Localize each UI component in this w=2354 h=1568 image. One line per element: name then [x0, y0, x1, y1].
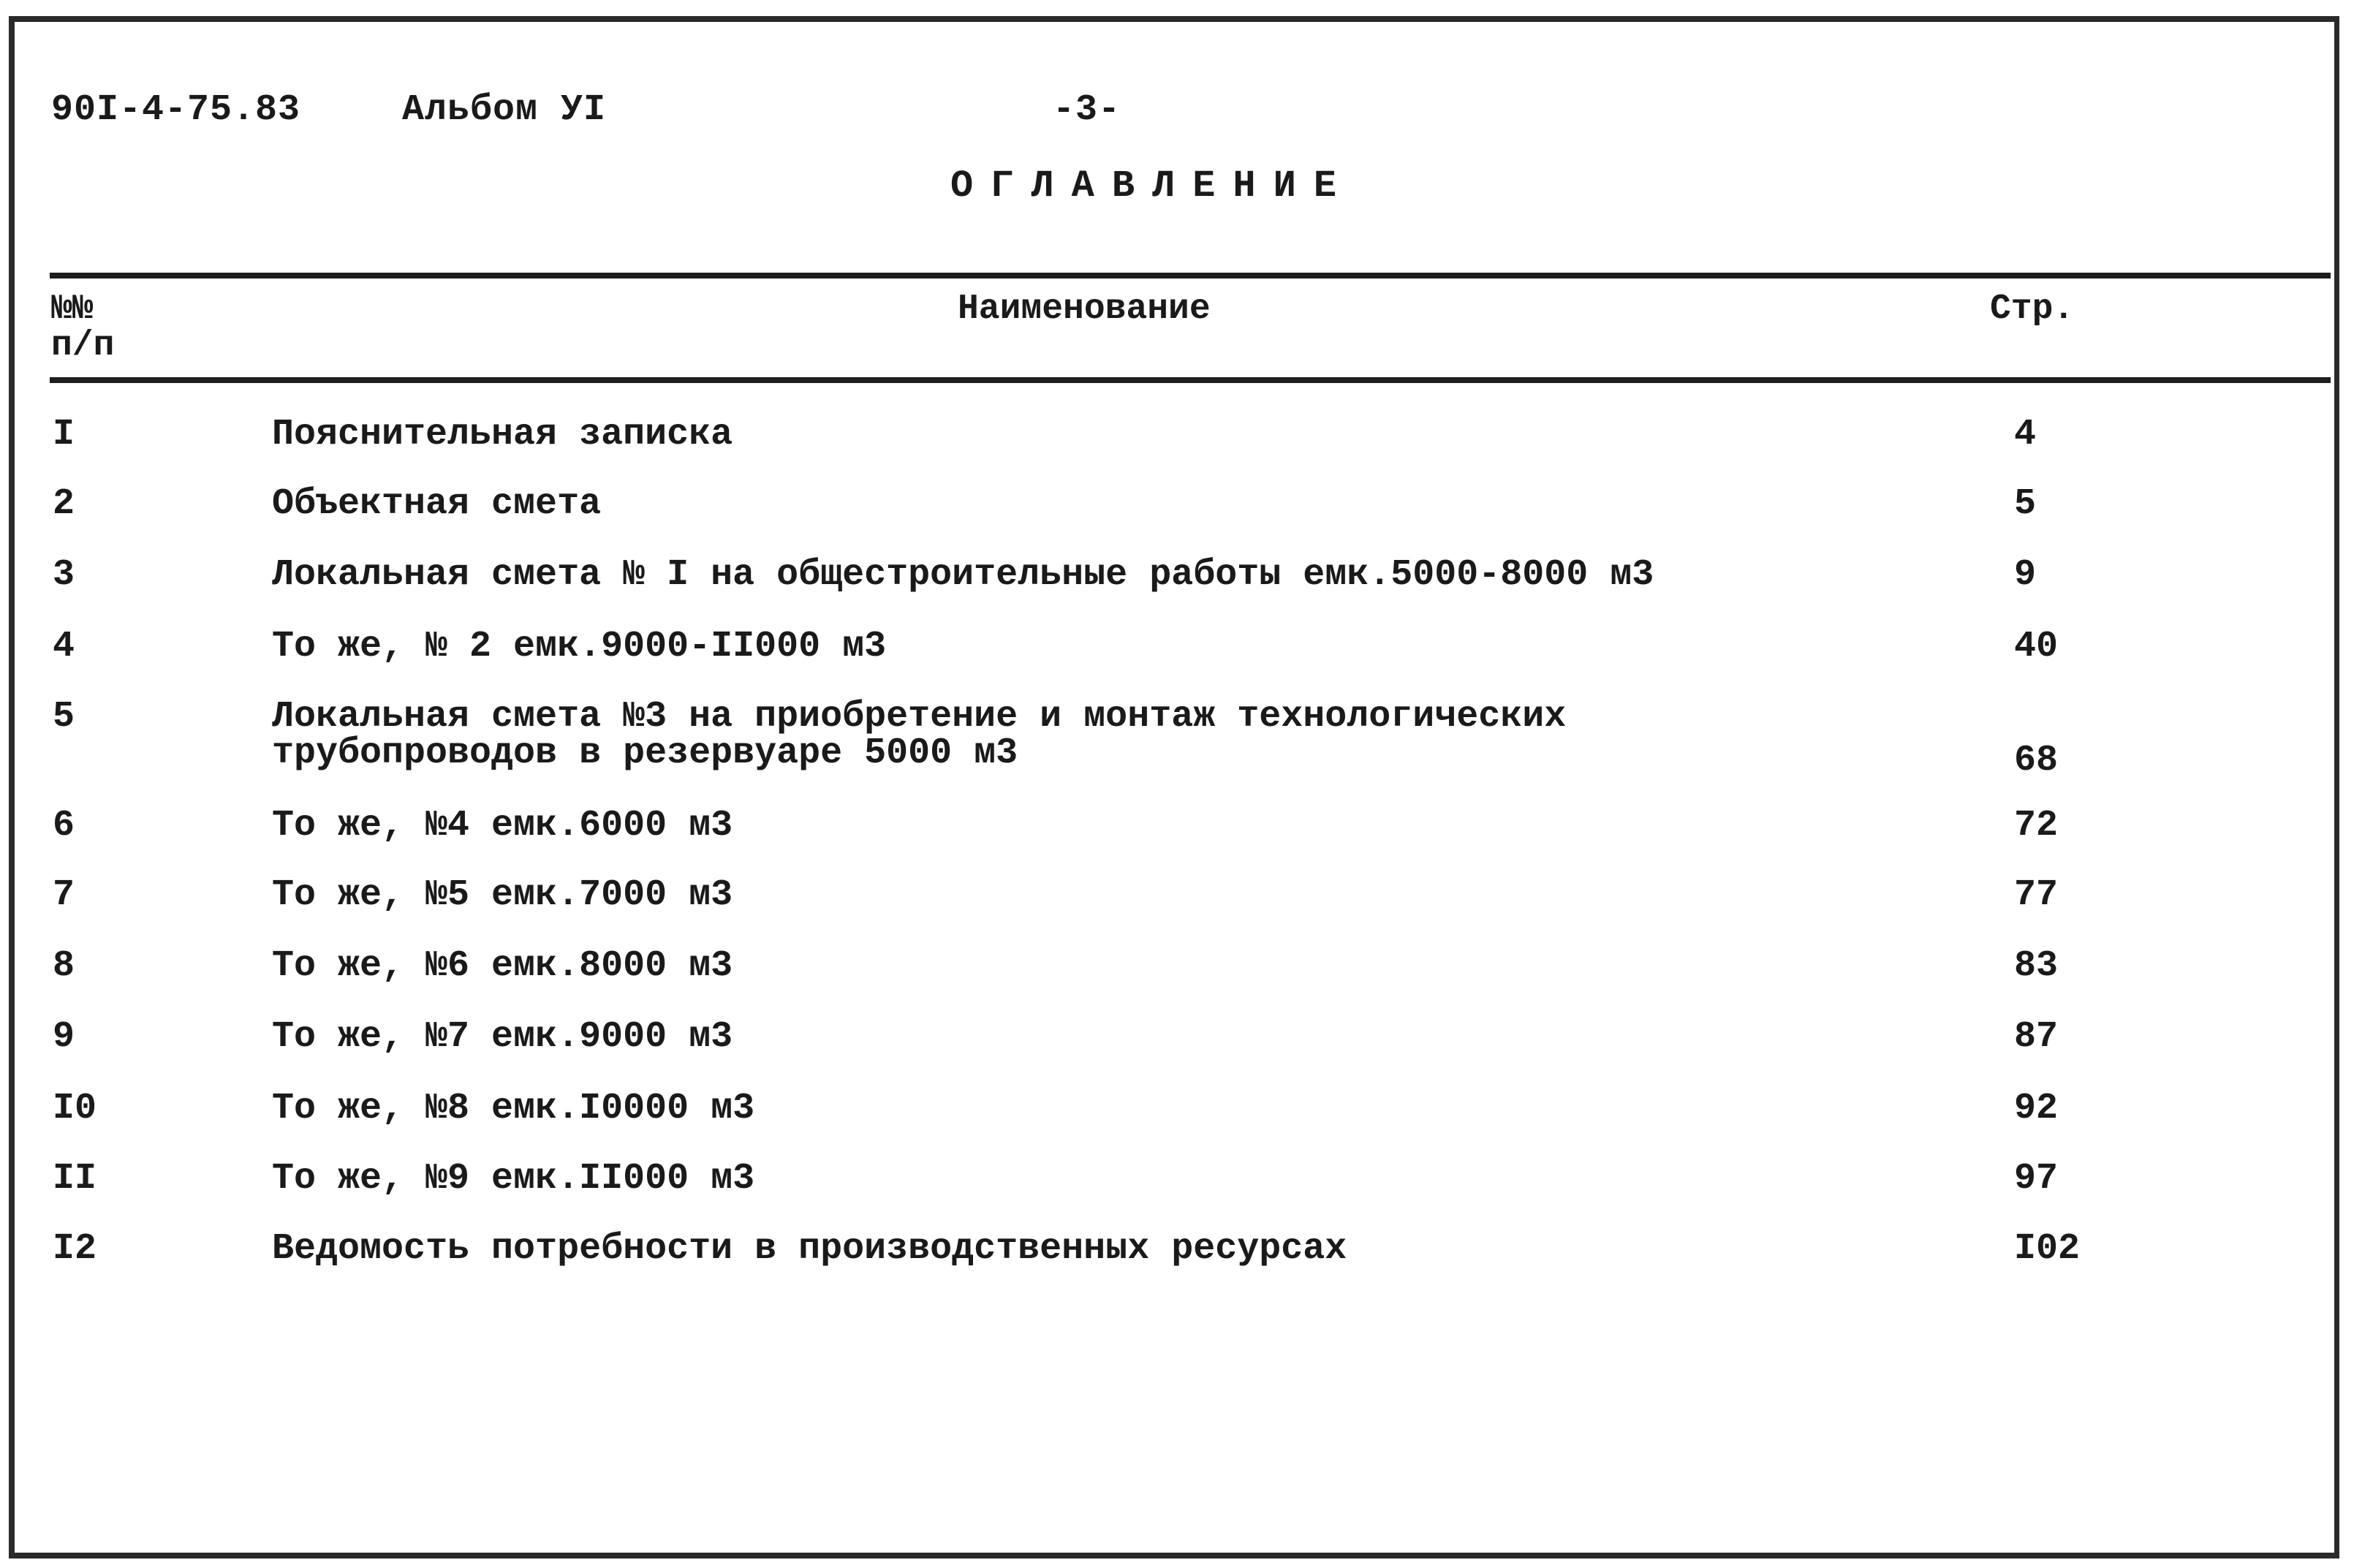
- row-number: 7: [53, 874, 75, 916]
- row-number: 6: [53, 805, 75, 847]
- row-number: I2: [53, 1228, 97, 1270]
- column-header-page: Стр.: [1990, 289, 2075, 329]
- row-page: 4: [2014, 414, 2037, 455]
- row-name-line: То же, № 2 емк.9000-II000 м3: [272, 626, 887, 667]
- row-name: [272, 1016, 733, 1058]
- row-name: [272, 414, 733, 455]
- column-header-number-line1: №№: [51, 289, 94, 329]
- row-name: [272, 945, 733, 987]
- column-header-number-line2: п/п: [51, 326, 115, 366]
- row-page: 40: [2014, 626, 2059, 667]
- row-name-line: То же, №6 емк.8000 м3: [272, 945, 733, 987]
- row-name-line: Пояснительная записка: [272, 414, 733, 455]
- row-name-line: трубопроводов в резервуаре 5000 м3: [272, 732, 1018, 774]
- row-name: [272, 554, 1654, 596]
- row-name: [272, 805, 733, 847]
- row-page: 5: [2014, 483, 2037, 525]
- row-page: 83: [2014, 945, 2059, 987]
- row-name-line: То же, №7 емк.9000 м3: [272, 1016, 733, 1058]
- row-name: [272, 874, 733, 916]
- page-number: -3-: [1053, 89, 1121, 131]
- row-page: 77: [2014, 874, 2059, 916]
- row-name-line: Ведомость потребности в производственных ресурсах: [272, 1228, 1347, 1270]
- album-label: Альбом УI: [402, 89, 607, 131]
- row-name: [272, 1158, 755, 1200]
- row-number: 9: [53, 1016, 75, 1058]
- row-name-line: Объектная смета: [272, 483, 602, 525]
- row-name-line: То же, №8 емк.I0000 м3: [272, 1088, 755, 1129]
- row-number: 5: [53, 696, 75, 738]
- row-number: 4: [53, 626, 75, 667]
- row-name: [272, 483, 602, 525]
- row-name-line: То же, №5 емк.7000 м3: [272, 874, 733, 916]
- row-number: I0: [53, 1088, 97, 1129]
- row-page: 72: [2014, 805, 2059, 847]
- row-number: 8: [53, 945, 75, 987]
- row-name-line: Локальная смета №3 на приобретение и монтаж технологических: [272, 696, 1567, 738]
- row-name-line: То же, №9 емк.II000 м3: [272, 1158, 755, 1200]
- row-number: 3: [53, 554, 75, 596]
- row-number: I: [53, 414, 75, 455]
- row-name: [272, 696, 1567, 774]
- row-page: I02: [2014, 1228, 2081, 1270]
- row-page: 9: [2014, 554, 2037, 596]
- row-page: 87: [2014, 1016, 2059, 1058]
- row-name: [272, 1088, 755, 1129]
- row-page: 92: [2014, 1088, 2059, 1129]
- row-number: 2: [53, 483, 75, 525]
- page-title: ОГЛАВЛЕНИЕ: [950, 164, 1355, 208]
- row-name: [272, 1228, 1347, 1270]
- row-page: 68: [2014, 740, 2059, 781]
- column-header-name: Наименование: [958, 289, 1211, 329]
- row-name-line: Локальная смета № I на общестроительные работы емк.5000-8000 м3: [272, 554, 1654, 596]
- row-page: 97: [2014, 1158, 2059, 1200]
- row-name-line: То же, №4 емк.6000 м3: [272, 805, 733, 847]
- row-number: II: [53, 1158, 97, 1200]
- row-name: [272, 626, 887, 667]
- document-code: 90I-4-75.83: [51, 89, 301, 131]
